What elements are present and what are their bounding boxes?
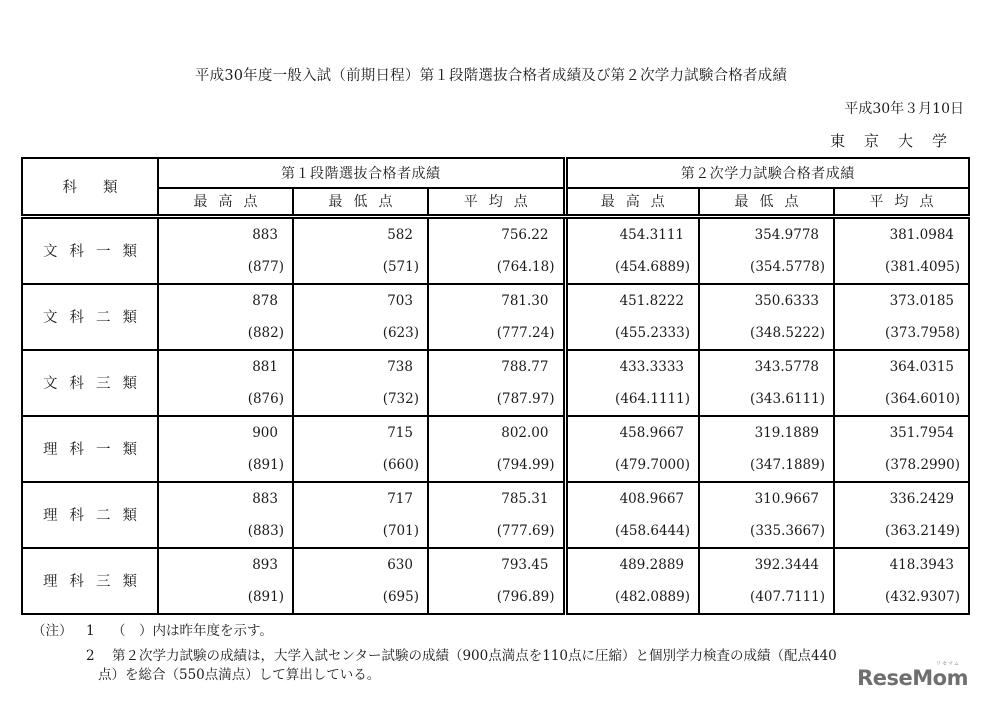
footnote-1 [32, 622, 837, 641]
previous-value: (883) [247, 522, 284, 539]
current-value: 802.00 [501, 424, 549, 441]
current-value: 738 [387, 358, 413, 375]
stage1-avg-cell [428, 416, 565, 482]
stage2-min-cell [699, 284, 834, 350]
previous-value: (343.6111) [750, 390, 825, 407]
previous-value: (794.99) [496, 456, 555, 473]
footnote-text: （ ）内は昨年度を示す。 [112, 623, 273, 639]
previous-value: (432.9307) [885, 588, 960, 605]
previous-value: (335.3667) [750, 522, 825, 539]
previous-value: (482.0889) [615, 588, 690, 605]
previous-value: (891) [247, 588, 284, 605]
document-title: 平成30年度一般入試（前期日程）第１段階選抜合格者成績及び第２次学力試験合格者成績 [194, 68, 788, 84]
previous-value: (571) [382, 258, 419, 275]
current-value: 373.0185 [889, 292, 954, 309]
current-value: 458.9667 [619, 424, 684, 441]
current-value: 793.45 [501, 556, 549, 573]
stage1-max-cell [158, 548, 293, 614]
watermark-text: ReseMom [857, 666, 968, 690]
stage2-max-cell [565, 482, 699, 548]
current-value: 454.3111 [619, 226, 684, 243]
stage2-group-header: 第２次学力試験合格者成績 [565, 158, 969, 188]
current-value: 351.7954 [889, 424, 954, 441]
stage1-max-cell [158, 284, 293, 350]
current-value: 883 [252, 226, 278, 243]
footnote-number: 1 [86, 623, 95, 639]
current-value: 451.8222 [619, 292, 684, 309]
table-row [22, 416, 969, 482]
previous-value: (479.7000) [615, 456, 690, 473]
current-value: 350.6333 [754, 292, 819, 309]
previous-value: (381.4095) [885, 258, 960, 275]
category-cell: 理科二類 [22, 482, 158, 548]
footnote-2 [32, 647, 837, 666]
col-header-stage2-max: 最高点 [565, 188, 699, 216]
table-row [22, 350, 969, 416]
previous-value: (701) [382, 522, 419, 539]
col-header-stage2-avg: 平均点 [834, 188, 969, 216]
stage2-min-cell [699, 216, 834, 284]
category-cell: 文科一類 [22, 216, 158, 284]
col-header-stage1-avg: 平均点 [428, 188, 565, 216]
category-cell: 文科二類 [22, 284, 158, 350]
col-header-stage1-max: 最高点 [158, 188, 293, 216]
previous-value: (787.97) [496, 390, 555, 407]
previous-value: (876) [247, 390, 284, 407]
previous-value: (732) [382, 390, 419, 407]
stage1-min-cell [293, 284, 428, 350]
stage1-avg-cell [428, 548, 565, 614]
current-value: 336.2429 [889, 490, 954, 507]
footnote-label: （注） [32, 623, 73, 639]
stage1-min-cell [293, 350, 428, 416]
previous-value: (378.2990) [885, 456, 960, 473]
current-value: 893 [252, 556, 278, 573]
table-row [22, 548, 969, 614]
stage2-avg-cell [834, 216, 969, 284]
current-value: 343.5778 [754, 358, 819, 375]
current-value: 717 [387, 490, 413, 507]
current-value: 900 [252, 424, 278, 441]
previous-value: (891) [247, 456, 284, 473]
stage1-min-cell [293, 482, 428, 548]
current-value: 878 [252, 292, 278, 309]
current-value: 319.1889 [754, 424, 819, 441]
stage1-max-cell [158, 350, 293, 416]
footnote-text: 第２次学力試験の成績は，大学入試センター試験の成績（900点満点を110点に圧縮）と個別学力検査の成績（配点440 [112, 648, 837, 664]
previous-value: (695) [382, 588, 419, 605]
previous-value: (660) [382, 456, 419, 473]
stage2-avg-cell [834, 482, 969, 548]
table-row [22, 216, 969, 284]
stage1-avg-cell [428, 216, 565, 284]
stage1-max-cell [158, 482, 293, 548]
stage2-max-cell [565, 416, 699, 482]
category-cell: 理科一類 [22, 416, 158, 482]
previous-value: (363.2149) [885, 522, 960, 539]
current-value: 381.0984 [889, 226, 954, 243]
current-value: 785.31 [501, 490, 549, 507]
current-value: 756.22 [501, 226, 549, 243]
category-header: 科類 [22, 158, 158, 216]
issuer: 東京大学 [829, 132, 966, 150]
previous-value: (777.69) [496, 522, 555, 539]
stage2-max-cell [565, 548, 699, 614]
current-value: 392.3444 [754, 556, 819, 573]
stage1-group-header: 第１段階選抜合格者成績 [158, 158, 565, 188]
stage1-max-cell [158, 416, 293, 482]
stage2-avg-cell [834, 416, 969, 482]
current-value: 715 [387, 424, 413, 441]
current-value: 582 [387, 226, 413, 243]
category-cell: 文科三類 [22, 350, 158, 416]
footnotes [32, 622, 837, 685]
footnote-number: 2 [86, 648, 95, 664]
stage2-avg-cell [834, 284, 969, 350]
previous-value: (764.18) [496, 258, 555, 275]
stage2-max-cell [565, 284, 699, 350]
previous-value: (777.24) [496, 324, 555, 341]
header-row-columns [22, 188, 969, 216]
previous-value: (455.2333) [615, 324, 690, 341]
stage2-avg-cell [834, 350, 969, 416]
current-value: 703 [387, 292, 413, 309]
stage1-min-cell [293, 548, 428, 614]
stage1-avg-cell [428, 350, 565, 416]
stage1-max-cell [158, 216, 293, 284]
current-value: 781.30 [501, 292, 549, 309]
previous-value: (454.6889) [615, 258, 690, 275]
document-date: 平成30年３月10日 [844, 101, 964, 117]
previous-value: (347.1889) [750, 456, 825, 473]
stage2-min-cell [699, 482, 834, 548]
previous-value: (796.89) [496, 588, 555, 605]
current-value: 310.9667 [754, 490, 819, 507]
current-value: 408.9667 [619, 490, 684, 507]
watermark-subtext: リセマム [936, 661, 960, 667]
stage1-min-cell [293, 416, 428, 482]
current-value: 364.0315 [889, 358, 954, 375]
stage1-avg-cell [428, 284, 565, 350]
previous-value: (407.7111) [750, 588, 825, 605]
results-table [21, 157, 970, 615]
footnote-2-continuation: 点）を総合（550点満点）して算出している。 [98, 667, 381, 683]
col-header-stage1-min: 最低点 [293, 188, 428, 216]
previous-value: (464.1111) [615, 390, 690, 407]
previous-value: (623) [382, 324, 419, 341]
previous-value: (373.7958) [885, 324, 960, 341]
stage2-min-cell [699, 416, 834, 482]
col-header-stage2-min: 最低点 [699, 188, 834, 216]
current-value: 881 [252, 358, 278, 375]
stage2-max-cell [565, 216, 699, 284]
resemom-watermark-logo [857, 661, 968, 690]
current-value: 433.3333 [619, 358, 684, 375]
previous-value: (348.5222) [750, 324, 825, 341]
table-row [22, 482, 969, 548]
current-value: 489.2889 [619, 556, 684, 573]
current-value: 418.3943 [889, 556, 954, 573]
previous-value: (877) [247, 258, 284, 275]
previous-value: (354.5778) [750, 258, 825, 275]
table-row [22, 284, 969, 350]
stage2-min-cell [699, 350, 834, 416]
current-value: 788.77 [501, 358, 549, 375]
stage2-min-cell [699, 548, 834, 614]
current-value: 354.9778 [754, 226, 819, 243]
stage1-min-cell [293, 216, 428, 284]
current-value: 630 [387, 556, 413, 573]
previous-value: (364.6010) [885, 390, 960, 407]
previous-value: (458.6444) [615, 522, 690, 539]
stage2-avg-cell [834, 548, 969, 614]
stage1-avg-cell [428, 482, 565, 548]
stage2-max-cell [565, 350, 699, 416]
header-row-groups [22, 158, 969, 188]
category-cell: 理科三類 [22, 548, 158, 614]
current-value: 883 [252, 490, 278, 507]
previous-value: (882) [247, 324, 284, 341]
